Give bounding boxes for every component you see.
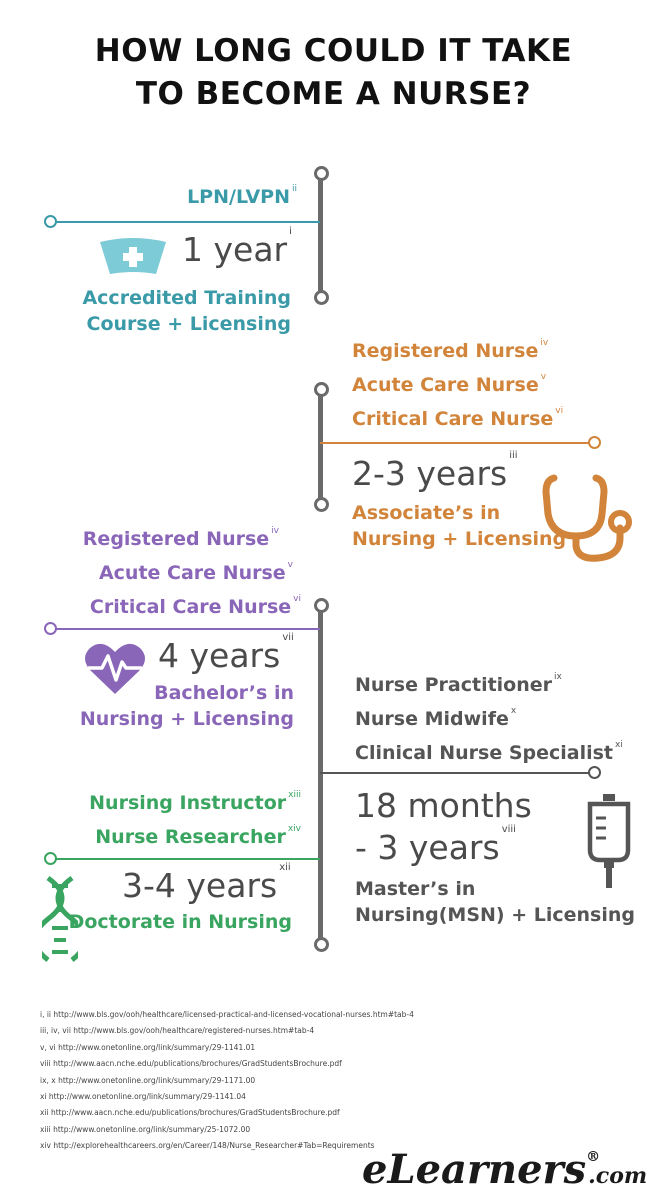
associate-role-2: Acute Care Nurse $^v$	[352, 372, 547, 396]
footnote-item[interactable]: xiv http://explorehealthcareers.org/en/Career/148/Nurse_Researcher#Tab=Requirements	[40, 1141, 375, 1151]
associate-duration: 2-3 years $^{iii}$	[352, 450, 518, 493]
page-title-line1: HOW LONG COULD IT TAKE	[94, 33, 573, 69]
doctorate-connector-line	[52, 858, 320, 860]
master-connector-line	[320, 772, 592, 774]
master-duration-line1: 18 months	[355, 786, 532, 825]
timeline-node	[314, 598, 329, 613]
nurse-cap-icon	[96, 236, 170, 278]
master-role-3: Clinical Nurse Specialist $^{xi}$	[355, 740, 623, 764]
master-description: Master’s in Nursing(MSN) + Licensing	[355, 878, 635, 926]
timeline-spine-segment	[318, 176, 323, 302]
footnotes	[40, 1007, 414, 1155]
footnote-item[interactable]: i, ii http://www.bls.gov/ooh/healthcare/licensed-practical-and-licensed-vocational-nurses.htm#tab-4	[40, 1010, 414, 1019]
lpn-duration: 1 year $^i$	[182, 226, 292, 269]
associate-description: Associate’s in Nursing + Licensing	[352, 502, 567, 550]
doctorate-description: Doctorate in Nursing	[68, 911, 292, 933]
timeline-node	[314, 937, 329, 952]
bachelor-connector-dot	[44, 622, 57, 635]
bachelor-role-3: Critical Care Nurse $^{vi}$	[89, 594, 301, 618]
master-role-2: Nurse Midwife $^x$	[355, 706, 517, 730]
bachelor-connector-line	[52, 628, 320, 630]
doctorate-role-1: Nursing Instructor $^{xiii}$	[89, 790, 301, 814]
lpn-connector-line	[52, 221, 320, 223]
doctorate-role-2: Nurse Researcher $^{xiv}$	[95, 824, 301, 848]
associate-role-3: Critical Care Nurse $^{vi}$	[352, 406, 564, 430]
footnote-item[interactable]: xii http://www.aacn.nche.edu/publications/brochures/GradStudentsBrochure.pdf	[40, 1108, 340, 1118]
timeline-spine-segment	[318, 605, 323, 945]
stethoscope-icon	[540, 474, 640, 564]
bachelor-duration: 4 years $^{vii}$	[158, 632, 294, 675]
footnote-item[interactable]: viii http://www.aacn.nche.edu/publications/brochures/GradStudentsBrochure.pdf	[40, 1059, 342, 1069]
timeline-node	[314, 290, 329, 305]
associate-connector-line	[320, 442, 592, 444]
timeline-node	[314, 166, 329, 181]
lpn-connector-dot	[44, 215, 57, 228]
footnote-item[interactable]: ix, x http://www.onetonline.org/link/summary/29-1171.00	[40, 1075, 256, 1085]
master-role-1: Nurse Practitioner $^{ix}$	[355, 672, 562, 696]
iv-bag-icon	[584, 792, 634, 892]
elearners-logo: eLearners®.com	[362, 1146, 648, 1193]
footnote-item[interactable]: v, vi http://www.onetonline.org/link/summary/29-1141.01	[40, 1042, 256, 1052]
master-duration-line2: - 3 years $^{viii}$	[355, 824, 516, 867]
lpn-role-title: LPN/LVPN $^{ii}$	[187, 184, 297, 208]
timeline-node	[314, 497, 329, 512]
master-connector-dot	[588, 766, 601, 779]
footnote-item[interactable]: xiii http://www.onetonline.org/link/summary/25-1072.00	[40, 1124, 251, 1134]
footnote-item[interactable]: iii, iv, vii http://www.bls.gov/ooh/healthcare/registered-nurses.htm#tab-4	[40, 1026, 315, 1036]
timeline-node	[314, 382, 329, 397]
footnote-item[interactable]: xi http://www.onetonline.org/link/summary/29-1141.04	[40, 1092, 246, 1102]
associate-role-1: Registered Nurse $^{iv}$	[352, 338, 549, 362]
page-title-line2: TO BECOME A NURSE?	[135, 76, 532, 112]
doctorate-duration: 3-4 years $^{xii}$	[122, 862, 291, 905]
associate-connector-dot	[588, 436, 601, 449]
bachelor-role-1: Registered Nurse $^{iv}$	[82, 526, 279, 550]
bachelor-description: Bachelor’s in Nursing + Licensing	[79, 682, 294, 730]
doctorate-connector-dot	[44, 852, 57, 865]
lpn-description: Accredited Training Course + Licensing	[82, 287, 291, 335]
bachelor-role-2: Acute Care Nurse $^v$	[98, 560, 293, 584]
timeline-spine-segment	[318, 389, 323, 507]
